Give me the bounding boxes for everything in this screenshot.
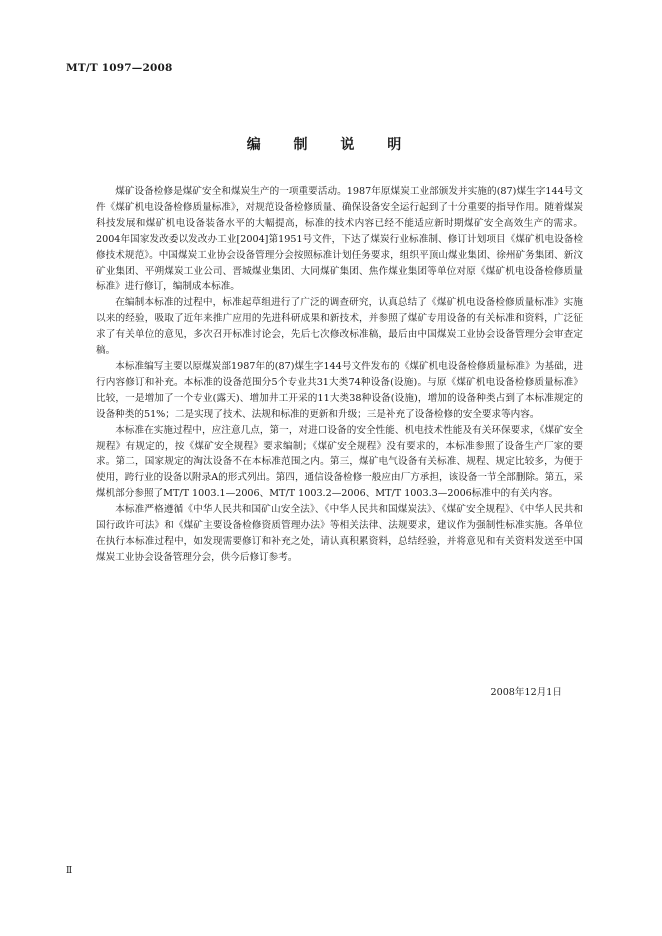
paragraph-3: 本标准编写主要以原煤炭部1987年的(87)煤生字144号文件发布的《煤矿机电设备检修质量标准》为基础，进行内容修订和补充。本标准的设备范围分5个专业共31大类74种设备(设施)。与原《煤矿机电设备检修质量标准》比较，一是增加了一个专业(露天)、增加井工开采的11大类38种设备(设施)，增加的设备种类占到了本标准规定的设备种类的51%；二是实现了技术、法规和标准的更新和升级；三是补充了设备检修的安全要求等内容。 — [96, 360, 583, 420]
paragraph-5: 本标准严格遵循《中华人民共和国矿山安全法》、《中华人民共和国煤炭法》、《煤矿安全规程》、《中华人民共和国行政许可法》和《煤矿主要设备检修资质管理办法》等相关法律、法规要求，建议作为强制性标准实施。各单位在执行本标准过程中，如发现需要修订和补充之处，请认真积累资料，总结经验，并将意见和有关资料发送至中国煤炭工业协会设备管理分会，供今后修订参考。 — [96, 504, 583, 563]
paragraph-1: 煤矿设备检修是煤矿安全和煤炭生产的一项重要活动。1987年原煤炭工业部颁发并实施的(87)煤生字144号文件《煤矿机电设备检修质量标准》，对规范设备检修质量、确保设备安全运行起到了十分重要的指导作用。随着煤炭科技发展和煤矿机电设备装备水平的大幅提高，标准的技术内容已经不能适应新时期煤矿安全高效生产的需求。2004年国家发改委以发改办工业[2004]第1951号文件，下达了煤炭行业标准制、修订计划项目《煤矿机电设备检修技术规范》。中国煤炭工业协会设备管理分会按照标准计划任务要求，组织平顶山煤业集团、徐州矿务集团、新汶矿业集团、平朔煤炭工业公司、晋城煤业集团、大同煤矿集团、焦作煤业集团等单位对原《煤矿机电设备检修质量标准》进行修订，编制成本标准。 — [96, 186, 583, 293]
document-code: MT/T 1097—2008 — [66, 62, 173, 74]
page-title: 编 制 说 明 — [246, 137, 416, 153]
document-date: 2008年12月1日 — [490, 687, 562, 698]
paragraph-2: 在编制本标准的过程中，标准起草组进行了广泛的调查研究，认真总结了《煤矿机电设备检修质量标准》实施以来的经验，吸取了近年来推广应用的先进科研成果和新技术，并参照了煤矿专用设备的有关标准和资料，广泛征求了有关单位的意见，多次召开标准讨论会，先后七次修改标准稿，最后由中国煤炭工业协会设备管理分会审查定稿。 — [96, 297, 583, 357]
document-body — [96, 184, 583, 566]
paragraph-4: 本标准在实施过程中，应注意几点，第一，对进口设备的安全性能、机电技术性能及有关环保要求，《煤矿安全规程》有规定的，按《煤矿安全规程》要求编制；《煤矿安全规程》没有要求的，本标准参照了设备生产厂家的要求。第二，国家规定的淘汰设备不在本标准范围之内。第三，煤矿电气设备有关标准、规程、规定比较多，为便于使用，跨行业的设备以附录A的形式列出。第四，通信设备检修一般应由厂方承担，该设备一节全部删除。第五，采煤机部分参照了MT/T 1003.1—2006、MT/T 1003.2—2006、MT/T 1003.3—2006标准中的有关内容。 — [96, 424, 583, 500]
page-number: Ⅱ — [66, 866, 73, 876]
